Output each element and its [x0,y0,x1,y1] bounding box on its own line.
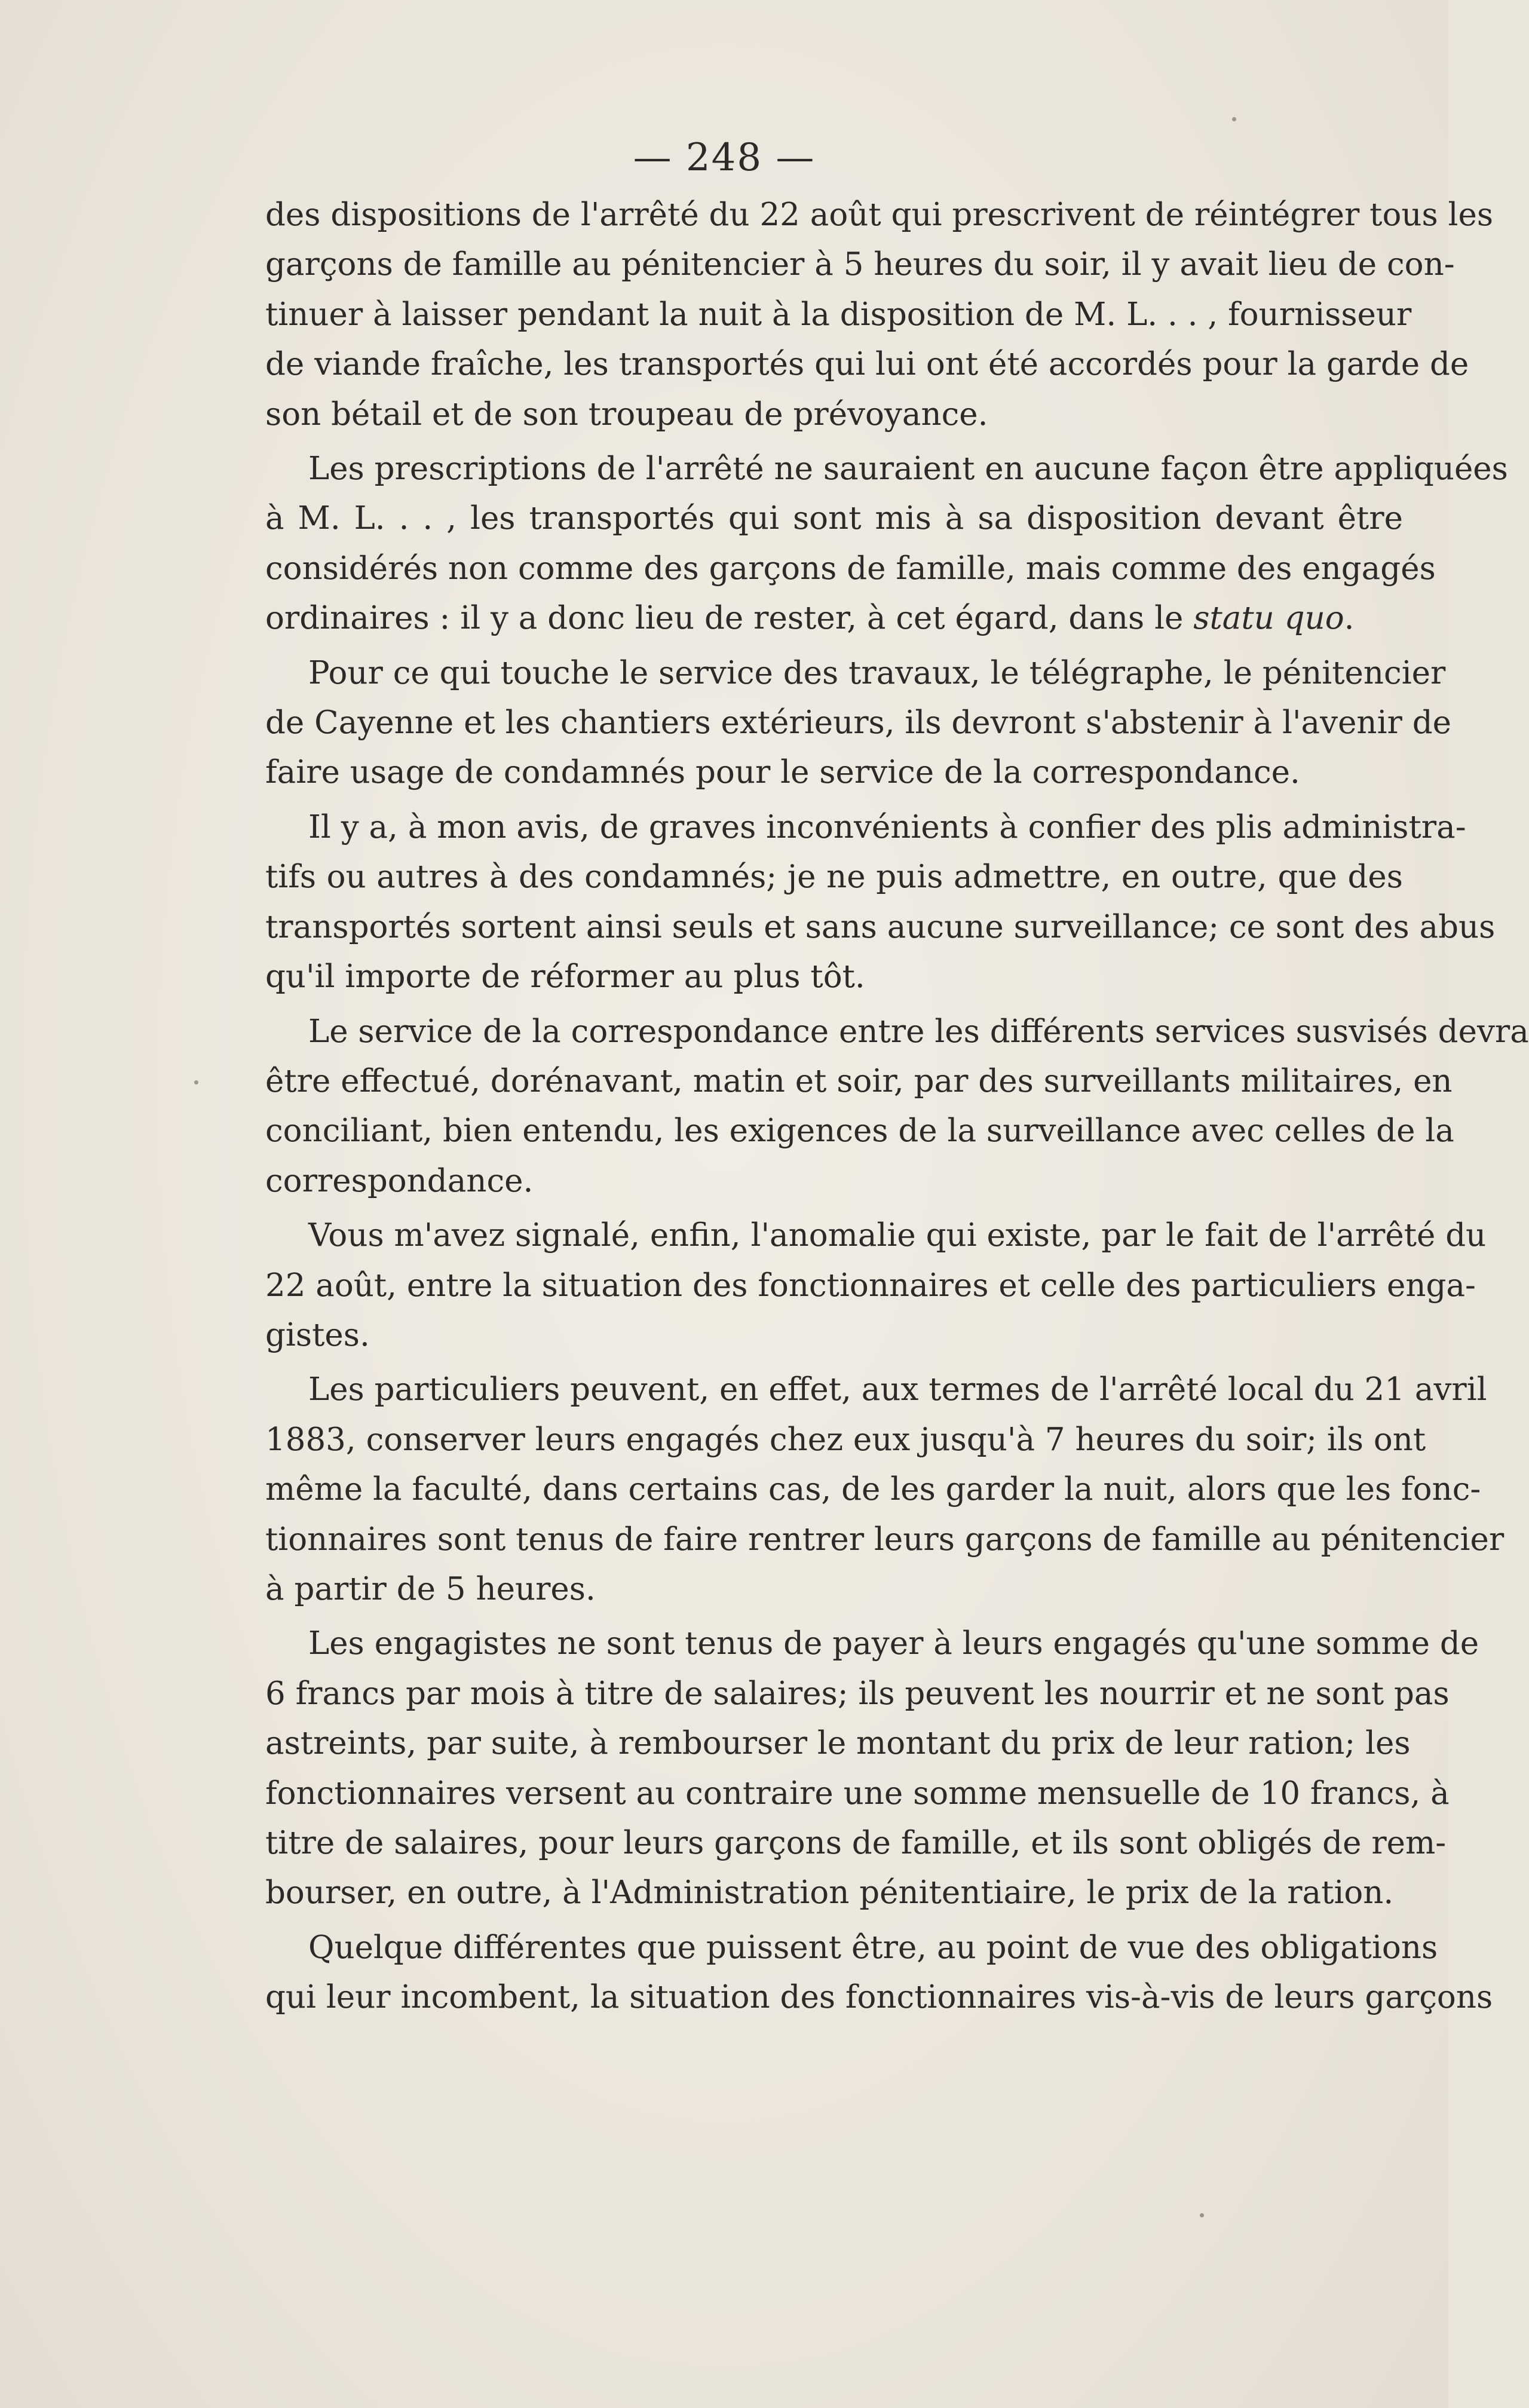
text-line: tinuer à laisser pendant la nuit à la disposition de M. L. . . , fournisseur [265,296,1412,333]
text-line: correspondance. [265,1162,534,1199]
text-line: tionnaires sont tenus de faire rentrer leurs garçons de famille au pénitencier [265,1521,1505,1558]
text-line: transportés sortent ainsi seuls et sans aucune surveillance; ce sont des abus [265,908,1496,945]
paragraph-1 [265,190,1494,439]
text-line: gistes. [265,1316,370,1353]
text-line: à M. L. . . , les transportés qui sont mis à sa disposition devant être [265,500,1403,537]
text-line: fonctionnaires versent au contraire une somme mensuelle de 10 francs, à [265,1775,1450,1812]
text-line: 1883, conserver leurs engagés chez eux jusqu'à 7 heures du soir; ils ont [265,1421,1426,1458]
text-line: considérés non comme des garçons de famille, mais comme des engagés [265,550,1436,587]
paper-speck [1232,117,1236,121]
text-line: de viande fraîche, les transportés qui lui ont été accordés pour la garde de [265,346,1469,383]
text-line: Quelque différentes que puissent être, au point de vue des obligations [308,1929,1438,1966]
paragraph-4 [265,802,1496,1002]
text-line: qu'il importe de réformer au plus tôt. [265,958,865,995]
text-line: à partir de 5 heures. [265,1570,596,1607]
paragraph-2 [265,444,1508,644]
text-line: ordinaires : il y a donc lieu de rester, à cet égard, dans le statu quo. [265,600,1355,637]
paper-speck [1200,2213,1204,2217]
text-line: Pour ce qui touche le service des travaux, le télégraphe, le pénitencier [308,654,1446,691]
text-line: même la faculté, dans certains cas, de les garder la nuit, alors que les fonc- [265,1471,1481,1508]
page-number: — 248 — [633,136,816,180]
paragraph-7 [265,1365,1505,1614]
text-line: Les engagistes ne sont tenus de payer à leurs engagés qu'une somme de [308,1625,1479,1662]
text-line: qui leur incombent, la situation des fonctionnaires vis-à-vis de leurs garçons [265,1979,1493,2016]
text-line: Vous m'avez signalé, enfin, l'anomalie qui existe, par le fait de l'arrêté du [308,1217,1487,1254]
paragraph-8 [265,1619,1479,1917]
text-line: Les particuliers peuvent, en effet, aux termes de l'arrêté local du 21 avril [308,1371,1487,1408]
text-line: des dispositions de l'arrêté du 22 août qui prescrivent de réintégrer tous les [265,197,1494,233]
text-line: conciliant, bien entendu, les exigences de la surveillance avec celles de la [265,1113,1454,1150]
text-line: 6 francs par mois à titre de salaires; ils peuvent les nourrir et ne sont pas [265,1675,1450,1712]
text-line: astreints, par suite, à rembourser le montant du prix de leur ration; les [265,1725,1411,1762]
paragraph-6 [265,1211,1487,1360]
text-line: Les prescriptions de l'arrêté ne sauraient en aucune façon être appliquées [308,451,1508,488]
text-line: bourser, en outre, à l'Administration pénitentiaire, le prix de la ration. [265,1874,1394,1911]
body-text [265,190,1529,2023]
text-line: Il y a, à mon avis, de graves inconvénients à confier des plis administra- [308,808,1466,845]
text-line: tifs ou autres à des condamnés; je ne puis admettre, en outre, que des [265,859,1403,896]
paragraph-5 [265,1007,1529,1206]
text-line: titre de salaires, pour leurs garçons de famille, et ils sont obligés de rem- [265,1825,1447,1861]
paragraph-9 [265,1923,1493,2023]
text-line: 22 août, entre la situation des fonctionnaires et celle des particuliers enga- [265,1267,1476,1304]
text-line: être effectué, dorénavant, matin et soir, par des surveillants militaires, en [265,1062,1453,1099]
paragraph-3 [265,648,1451,798]
italic-phrase: statu quo [1193,600,1344,637]
paper-speck [194,1080,198,1084]
text-line: Le service de la correspondance entre les différents services susvisés devra [308,1013,1529,1050]
text-line: son bétail et de son troupeau de prévoyance. [265,396,988,433]
text-line: faire usage de condamnés pour le service de la correspondance. [265,754,1300,791]
text-line: de Cayenne et les chantiers extérieurs, ils devront s'abstenir à l'avenir de [265,704,1451,742]
text-line: garçons de famille au pénitencier à 5 heures du soir, il y avait lieu de con- [265,246,1455,283]
